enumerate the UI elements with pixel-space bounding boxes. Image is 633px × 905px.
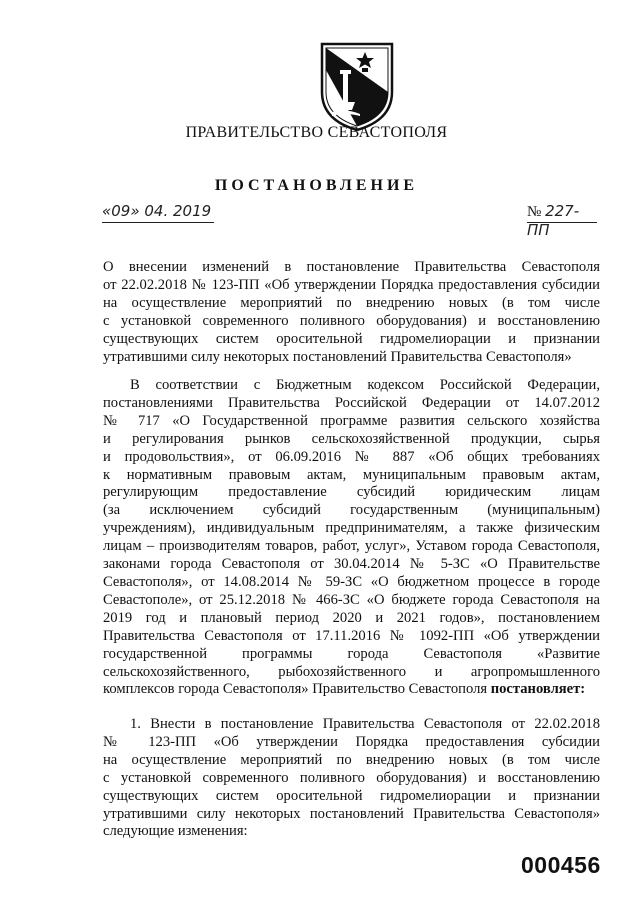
date-handwritten: «09» 04. 2019	[102, 202, 212, 220]
subject-paragraph	[103, 259, 600, 366]
form-serial-number: 000456	[521, 852, 601, 878]
preamble-final-text: комплексов города Севастополя» Правительство Севастополя	[103, 681, 491, 698]
preamble-line: и регулирования рынков сельскохозяйственной продукции, сырья	[103, 430, 600, 447]
item-line: следующие изменения:	[103, 823, 248, 840]
number-prefix: №	[527, 204, 542, 220]
resolves-word: постановляет:	[490, 681, 586, 698]
subject-line: О внесении изменений в постановление Правительства Севастополя	[103, 259, 600, 275]
decree-number	[527, 202, 597, 239]
preamble-line: регулирующим предоставление субсидий юридическим лицам	[103, 484, 600, 501]
preamble-line: учреждениям), индивидуальным предпринимателям, а также физическим	[103, 520, 600, 537]
preamble-line: № 717 «О Государственной программе развития сельского хозяйства	[103, 412, 600, 429]
preamble-line: сельскохозяйственного, рыбохозяйственного и агропромышленного	[103, 663, 600, 680]
preamble-line: государственной программы города Севастополя «Развитие	[103, 645, 600, 662]
preamble-line: лицам – производителям товаров, работ, услуг», Уставом города Севастополя,	[103, 538, 600, 555]
preamble-line: Правительства Севастополя от 17.11.2016 № 1092-ПП «Об утверждении	[103, 627, 600, 644]
subject-line: от 22.02.2018 № 123-ПП «Об утверждении Порядка предоставления субсидии	[103, 276, 600, 293]
preamble-line: Севастополя», от 14.08.2014 № 59-ЗС «О бюджетном процессе в городе	[103, 573, 600, 590]
item-line: 1. Внести в постановление Правительства Севастополя от 22.02.2018	[130, 716, 600, 732]
item-line: на осуществление мероприятий по внедрению новых (в том числе	[103, 751, 600, 768]
preamble-line: законами города Севастополя от 30.04.2014 № 5-ЗС «О Правительстве	[103, 556, 600, 573]
preamble-line: постановлениями Правительства Российской Федерации от 14.07.2012	[103, 394, 600, 411]
decree-date	[102, 202, 214, 223]
preamble-line: к нормативным правовым актам, муниципальным правовым актам,	[103, 466, 600, 483]
preamble-line: Севастополе», от 25.12.2018 № 466-ЗС «О бюджете города Севастополя на	[103, 591, 600, 608]
preamble-final-line	[103, 681, 600, 699]
subject-line: на осуществление мероприятий по внедрению новых (в том числе	[103, 294, 600, 311]
preamble-paragraph	[103, 377, 600, 699]
preamble-line: (за исключением субсидий государственным (муниципальным)	[103, 502, 600, 519]
preamble-line: В соответствии с Бюджетным кодексом Российской Федерации,	[130, 377, 600, 393]
item-line: № 123-ПП «Об утверждении Порядка предоставления субсидии	[103, 733, 600, 750]
item-line: существующих систем оросительной гидромелиорации и признании	[103, 787, 600, 804]
document-type: ПОСТАНОВЛЕНИЕ	[214, 177, 419, 194]
subject-line: утратившими силу некоторых постановлений Правительства Севастополя»	[103, 348, 572, 365]
preamble-line: 2019 год и плановый период 2020 и 2021 годов», постановлением	[103, 609, 600, 626]
item-1-paragraph	[103, 716, 600, 841]
sevastopol-coat-of-arms	[318, 40, 396, 132]
number-handwritten: 227-ПП	[527, 202, 580, 239]
subject-line: существующих систем оросительной гидромелиорации и признании	[103, 330, 600, 347]
preamble-line: и продовольствия», от 06.09.2016 № 887 «Об общих требованиях	[103, 448, 600, 465]
subject-line: с установкой современного поливного оборудования) и восстановлению	[103, 312, 600, 329]
item-line: утратившими силу некоторых постановлений Правительства Севастополя»	[103, 805, 600, 822]
government-name: ПРАВИТЕЛЬСТВО СЕВАСТОПОЛЯ	[185, 124, 448, 141]
item-line: с установкой современного поливного оборудования) и восстановлению	[103, 769, 600, 786]
